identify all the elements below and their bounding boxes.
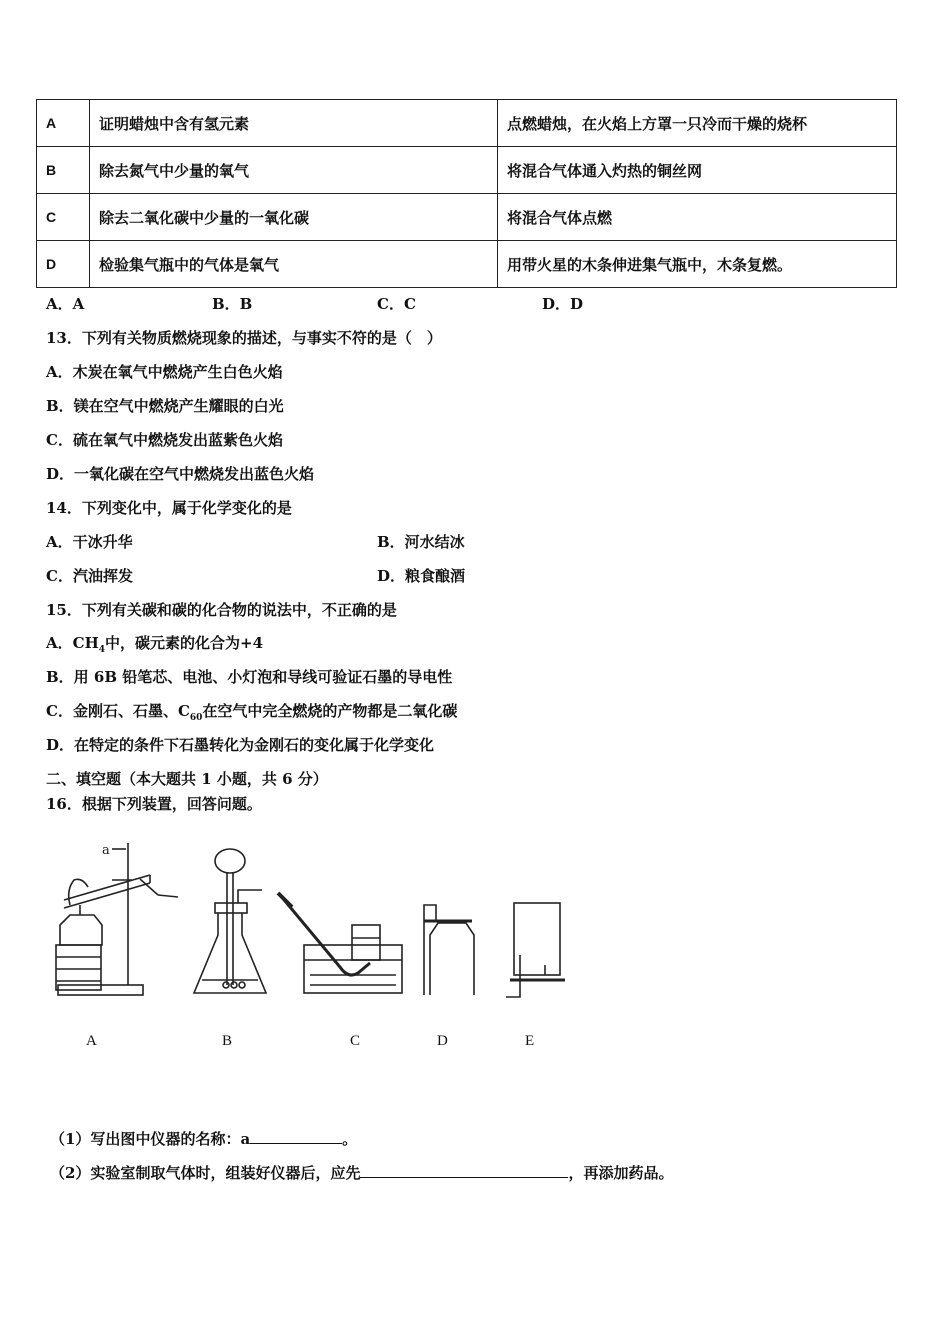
q14-option-b: B．河水结冰 [377, 533, 465, 551]
answer-blank-2[interactable] [360, 1161, 568, 1178]
q15-a-subscript: 4 [98, 645, 106, 655]
apparatus-label-a: A [86, 1033, 97, 1049]
apparatus-label-d: D [437, 1033, 448, 1049]
q15-a-text-rest: 中，碳元素的化合为+4 [105, 634, 264, 652]
row-method: 点燃蜡烛，在火焰上方罩一只冷而干燥的烧杯 [498, 100, 897, 147]
q16-1-text-end: 。 [342, 1130, 358, 1148]
row-method: 用带火星的木条伸进集气瓶中，木条复燃。 [498, 241, 897, 288]
q15-option-d: D．在特定的条件下石墨转化为金刚石的变化属于化学变化 [46, 736, 435, 754]
q12-option-d: D．D [542, 295, 584, 313]
apparatus-figure [40, 835, 580, 1015]
apparatus-c [278, 893, 402, 993]
q13-option-d: D．一氧化碳在空气中燃烧发出蓝色火焰 [46, 465, 315, 483]
q15-option-b: B．用 6B 铅笔芯、电池、小灯泡和导线可验证石墨的导电性 [46, 668, 453, 686]
row-key: A [37, 100, 90, 147]
q16-1-text: （1）写出图中仪器的名称：a [50, 1130, 251, 1148]
label-a-marker: a [102, 843, 110, 858]
q16-subquestion-1 [50, 1127, 357, 1149]
row-purpose: 除去氮气中少量的氧气 [90, 147, 498, 194]
q16-subquestion-2 [50, 1161, 673, 1183]
row-key: B [37, 147, 90, 194]
q15-stem: 15．下列有关碳和碳的化合物的说法中，不正确的是 [46, 601, 397, 619]
q15-a-text: A．CH [46, 634, 99, 652]
q12-option-c: C．C [377, 295, 416, 313]
answer-blank-1[interactable] [250, 1127, 342, 1144]
apparatus-b [194, 849, 266, 993]
row-purpose: 除去二氧化碳中少量的一氧化碳 [90, 194, 498, 241]
apparatus-label-b: B [222, 1033, 233, 1049]
q15-c-text-rest: 在空气中完全燃烧的产物都是二氧化碳 [202, 702, 458, 720]
q13-stem: 13．下列有关物质燃烧现象的描述，与事实不符的是（ ） [46, 329, 442, 347]
table-row [37, 241, 897, 288]
q13-option-c: C．硫在氧气中燃烧发出蓝紫色火焰 [46, 431, 283, 449]
apparatus-a [56, 843, 178, 995]
apparatus-label-c: C [350, 1033, 361, 1049]
q14-stem: 14．下列变化中，属于化学变化的是 [46, 499, 292, 517]
q16-stem: 16．根据下列装置，回答问题。 [46, 795, 262, 813]
q12-option-b: B．B [212, 295, 253, 313]
row-method: 将混合气体通入灼热的铜丝网 [498, 147, 897, 194]
table-row [37, 194, 897, 241]
q16-2-text-end: ，再添加药品。 [568, 1164, 674, 1182]
q12-option-a: A．A [46, 295, 85, 313]
q15-c-subscript: 60 [189, 713, 203, 723]
table-row [37, 147, 897, 194]
section-heading: 二、填空题（本大题共 1 小题，共 6 分） [46, 770, 328, 788]
row-purpose: 检验集气瓶中的气体是氧气 [90, 241, 498, 288]
q13-option-a: A．木炭在氧气中燃烧产生白色火焰 [46, 363, 283, 381]
apparatus-e [506, 903, 565, 997]
row-purpose: 证明蜡烛中含有氢元素 [90, 100, 498, 147]
q15-option-c [46, 701, 457, 728]
table-row [37, 100, 897, 147]
q13-option-b: B．镁在空气中燃烧产生耀眼的白光 [46, 397, 284, 415]
apparatus-label-e: E [525, 1033, 535, 1049]
q16-2-text: （2）实验室制取气体时，组装好仪器后，应先 [50, 1164, 361, 1182]
row-key: C [37, 194, 90, 241]
row-key: D [37, 241, 90, 288]
q14-option-c: C．汽油挥发 [46, 567, 133, 585]
q14-option-d: D．粮食酿酒 [377, 567, 466, 585]
apparatus-d [424, 905, 474, 995]
q15-option-a [46, 633, 263, 660]
q14-option-a: A．干冰升华 [46, 533, 133, 551]
q15-c-text: C．金刚石、石墨、C [46, 702, 190, 720]
row-method: 将混合气体点燃 [498, 194, 897, 241]
options-table [36, 99, 897, 288]
